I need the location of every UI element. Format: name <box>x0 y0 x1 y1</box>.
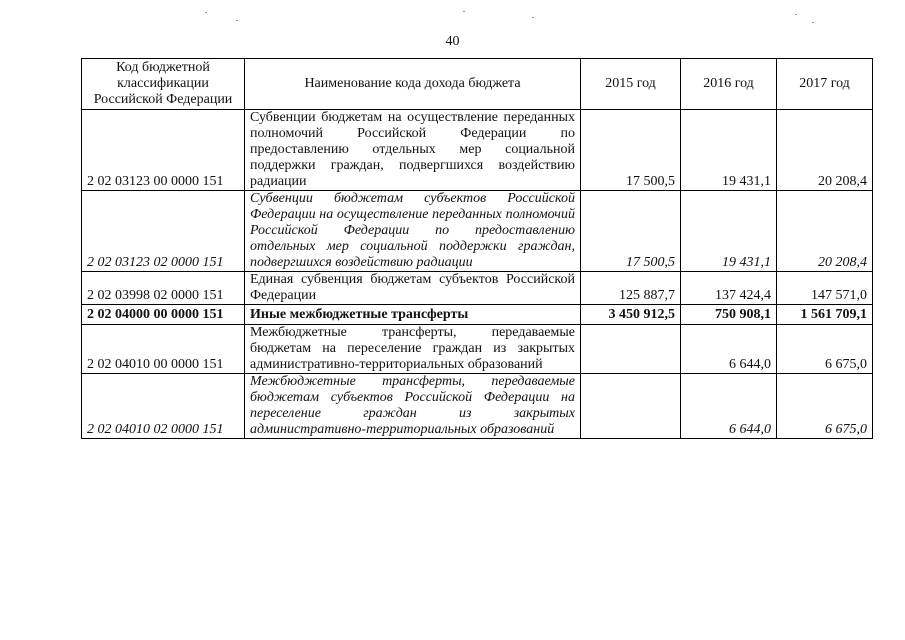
table-row <box>82 325 873 374</box>
row-code: 2 02 03123 02 0000 151 <box>82 191 245 272</box>
table-row <box>82 374 873 439</box>
row-value-2016: 19 431,1 <box>681 191 777 272</box>
row-value-2015: 3 450 912,5 <box>581 305 681 325</box>
scan-speck <box>205 12 207 13</box>
row-value-2017: 6 675,0 <box>777 325 873 374</box>
row-value-2016: 19 431,1 <box>681 110 777 191</box>
row-value-2016: 137 424,4 <box>681 272 777 305</box>
table-header-row <box>82 59 873 110</box>
row-value-2017: 6 675,0 <box>777 374 873 439</box>
row-value-2017: 1 561 709,1 <box>777 305 873 325</box>
row-value-2015: 17 500,5 <box>581 110 681 191</box>
row-value-2015: 17 500,5 <box>581 191 681 272</box>
row-value-2015 <box>581 325 681 374</box>
header-2017: 2017 год <box>777 59 873 110</box>
row-code: 2 02 04010 00 0000 151 <box>82 325 245 374</box>
row-name: Межбюджетные трансферты, передаваемые бюджетам субъектов Российской Федерации на переселение граждан из закрытых административно-территориальных образований <box>245 374 581 439</box>
scan-speck <box>532 17 534 18</box>
row-name: Единая субвенция бюджетам субъектов Российской Федерации <box>245 272 581 305</box>
header-name: Наименование кода дохода бюджета <box>245 59 581 110</box>
row-value-2017: 20 208,4 <box>777 191 873 272</box>
row-value-2015: 125 887,7 <box>581 272 681 305</box>
page-number: 40 <box>445 34 460 49</box>
header-code: Код бюджетной классификации Российской Федерации <box>82 59 245 110</box>
table-row <box>82 110 873 191</box>
row-name: Иные межбюджетные трансферты <box>245 305 581 325</box>
row-value-2016: 750 908,1 <box>681 305 777 325</box>
table-row <box>82 191 873 272</box>
row-code: 2 02 04010 02 0000 151 <box>82 374 245 439</box>
row-value-2016: 6 644,0 <box>681 325 777 374</box>
table-row-total <box>82 305 873 325</box>
row-value-2017: 147 571,0 <box>777 272 873 305</box>
table-row <box>82 272 873 305</box>
row-value-2016: 6 644,0 <box>681 374 777 439</box>
budget-revenue-table <box>81 58 873 439</box>
header-2015: 2015 год <box>581 59 681 110</box>
row-code: 2 02 03998 02 0000 151 <box>82 272 245 305</box>
scan-speck <box>795 14 797 15</box>
scan-speck <box>236 20 238 21</box>
row-code: 2 02 04000 00 0000 151 <box>82 305 245 325</box>
row-name: Субвенции бюджетам субъектов Российской Федерации на осуществление переданных полномочий Российской Федерации по предоставлению отдельных мер социальной поддержки граждан, подвергшихся воздействию радиации <box>245 191 581 272</box>
scan-speck <box>812 22 814 23</box>
row-value-2017: 20 208,4 <box>777 110 873 191</box>
row-code: 2 02 03123 00 0000 151 <box>82 110 245 191</box>
header-2016: 2016 год <box>681 59 777 110</box>
row-name: Субвенции бюджетам на осуществление переданных полномочий Российской Федерации по предоставлению отдельных мер социальной поддержки граждан, подвергшихся воздействию радиации <box>245 110 581 191</box>
row-name: Межбюджетные трансферты, передаваемые бюджетам на переселение граждан из закрытых административно-территориальных образований <box>245 325 581 374</box>
scan-speck <box>463 11 465 12</box>
row-value-2015 <box>581 374 681 439</box>
